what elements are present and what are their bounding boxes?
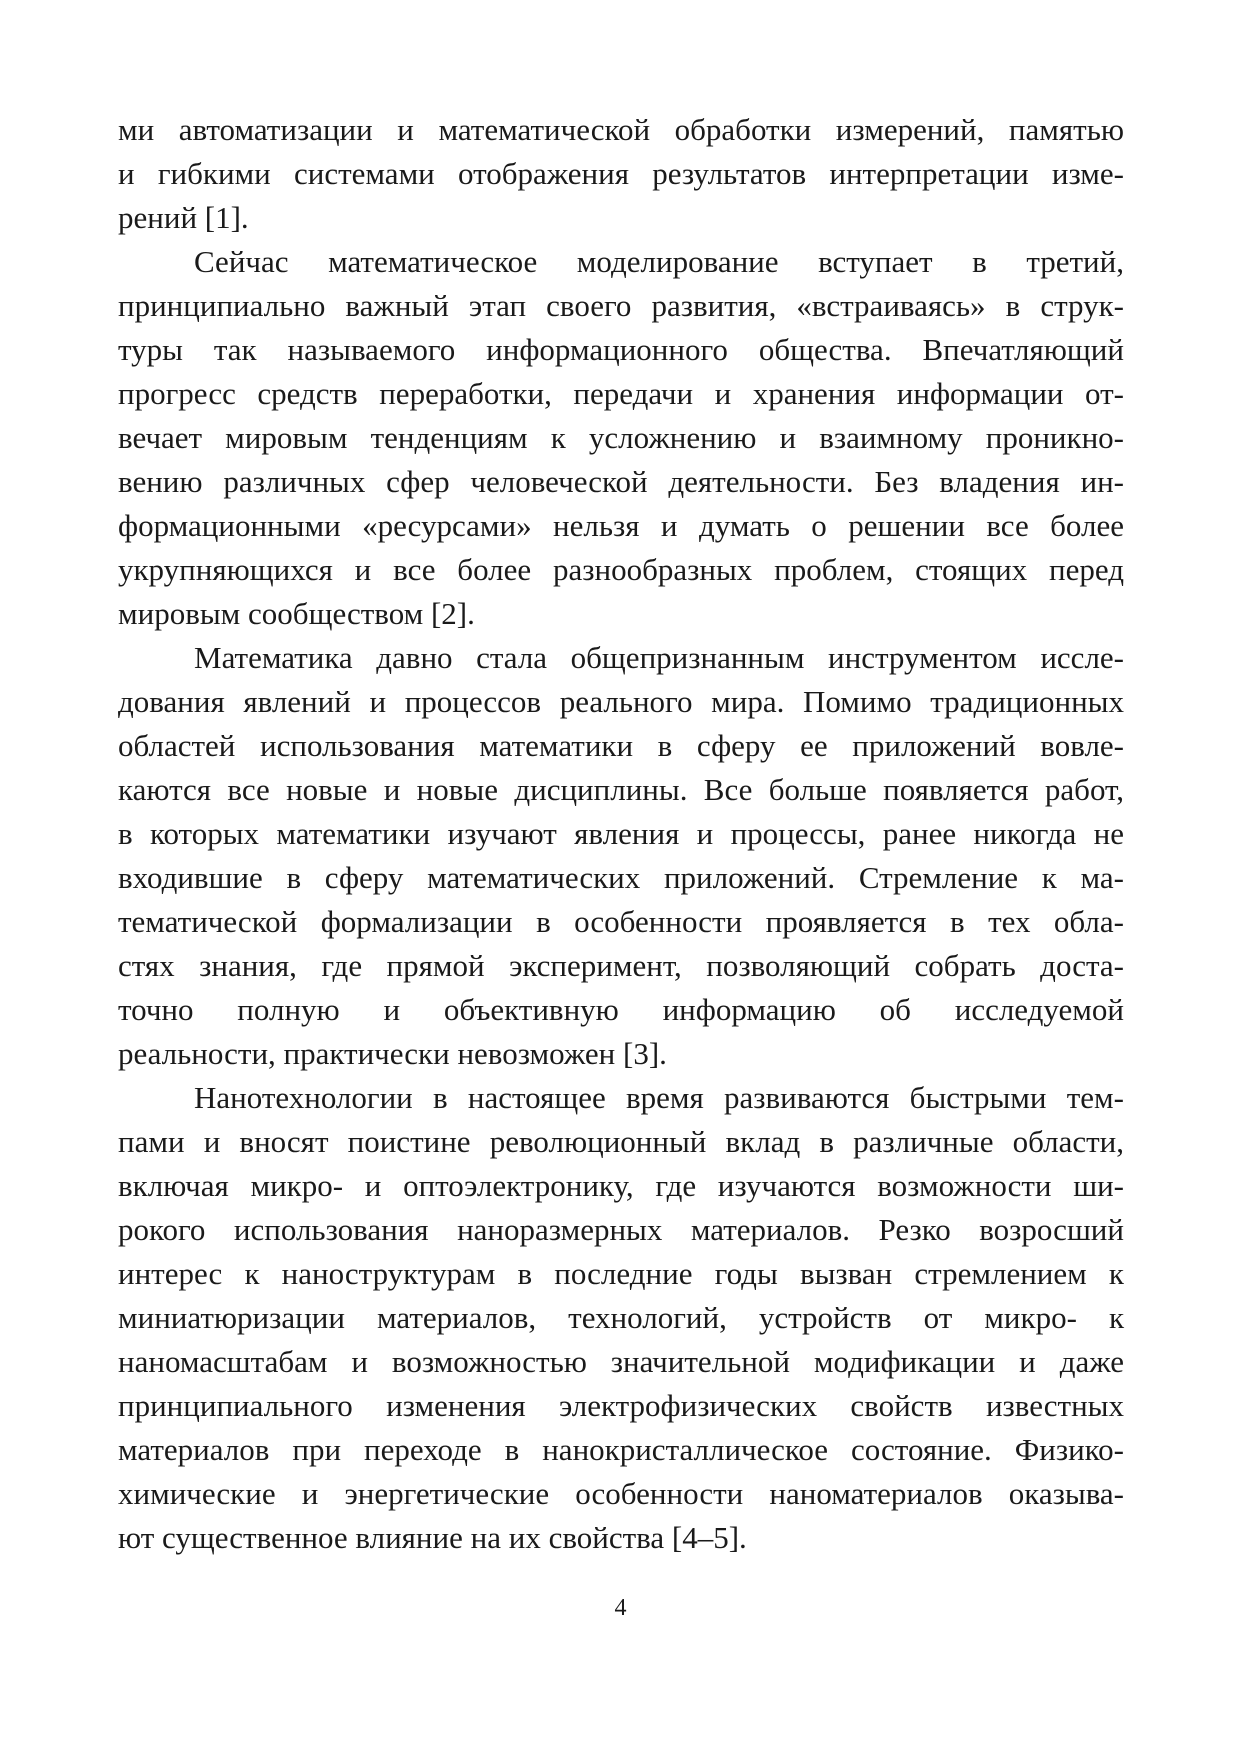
text-line: Математика давно стала общепризнанным инструментом иссле- (194, 640, 1124, 675)
text-line: Нанотехнологии в настоящее время развиваются быстрыми тем- (194, 1080, 1124, 1115)
text-line: входившие в сферу математических приложений. Стремление к ма- (118, 860, 1124, 895)
text-line: в которых математики изучают явления и процессы, ранее никогда не (118, 816, 1124, 851)
text-line: дования явлений и процессов реального мира. Помимо традиционных (118, 684, 1124, 719)
text-line: прогресс средств переработки, передачи и хранения информации от- (118, 376, 1124, 411)
text-line: каются все новые и новые дисциплины. Все больше появляется работ, (118, 772, 1124, 807)
text-line: стях знания, где прямой эксперимент, позволяющий собрать доста- (118, 948, 1124, 983)
page-number: 4 (614, 1595, 627, 1621)
text-line: Сейчас математическое моделирование вступает в третий, (194, 244, 1124, 279)
text-line: рений [1]. (118, 200, 249, 235)
text-line: укрупняющихся и все более разнообразных проблем, стоящих перед (118, 552, 1124, 587)
text-line: реальности, практически невозможен [3]. (118, 1036, 667, 1071)
text-line: тематической формализации в особенности проявляется в тех обла- (118, 904, 1124, 939)
text-line: принципиально важный этап своего развития, «встраиваясь» в струк- (118, 288, 1124, 323)
paragraph-2 (118, 240, 1124, 636)
text-line: миниатюризации материалов, технологий, устройств от микро- к (118, 1300, 1124, 1335)
text-line: рокого использования наноразмерных материалов. Резко возросший (118, 1212, 1124, 1247)
text-line: туры так называемого информационного общества. Впечатляющий (118, 332, 1124, 367)
text-line: формационными «ресурсами» нельзя и думать о решении все более (118, 508, 1124, 543)
text-line: ми автоматизации и математической обработки измерений, памятью (118, 112, 1124, 147)
text-line: интерес к наноструктурам в последние годы вызван стремлением к (118, 1256, 1124, 1291)
text-line: принципиального изменения электрофизических свойств известных (118, 1388, 1124, 1423)
text-line: ют существенное влияние на их свойства [4–5]. (118, 1520, 747, 1555)
text-line: материалов при переходе в нанокристаллическое состояние. Физико- (118, 1432, 1124, 1467)
text-line: точно полную и объективную информацию об исследуемой (118, 992, 1124, 1027)
paragraph-1 (118, 108, 1124, 240)
paragraph-4 (118, 1076, 1124, 1560)
text-line: включая микро- и оптоэлектронику, где изучаются возможности ши- (118, 1168, 1124, 1203)
paragraph-3 (118, 636, 1124, 1076)
text-line: пами и вносят поистине революционный вклад в различные области, (118, 1124, 1124, 1159)
text-line: вению различных сфер человеческой деятельности. Без владения ин- (118, 464, 1124, 499)
text-line: областей использования математики в сферу ее приложений вовле- (118, 728, 1124, 763)
page-body (118, 108, 1124, 1560)
text-line: мировым сообществом [2]. (118, 596, 475, 631)
text-line: наномасштабам и возможностью значительной модификации и даже (118, 1344, 1124, 1379)
text-line: химические и энергетические особенности наноматериалов оказыва- (118, 1476, 1124, 1511)
text-line: и гибкими системами отображения результатов интерпретации изме- (118, 156, 1124, 191)
text-line: вечает мировым тенденциям к усложнению и взаимному проникно- (118, 420, 1124, 455)
